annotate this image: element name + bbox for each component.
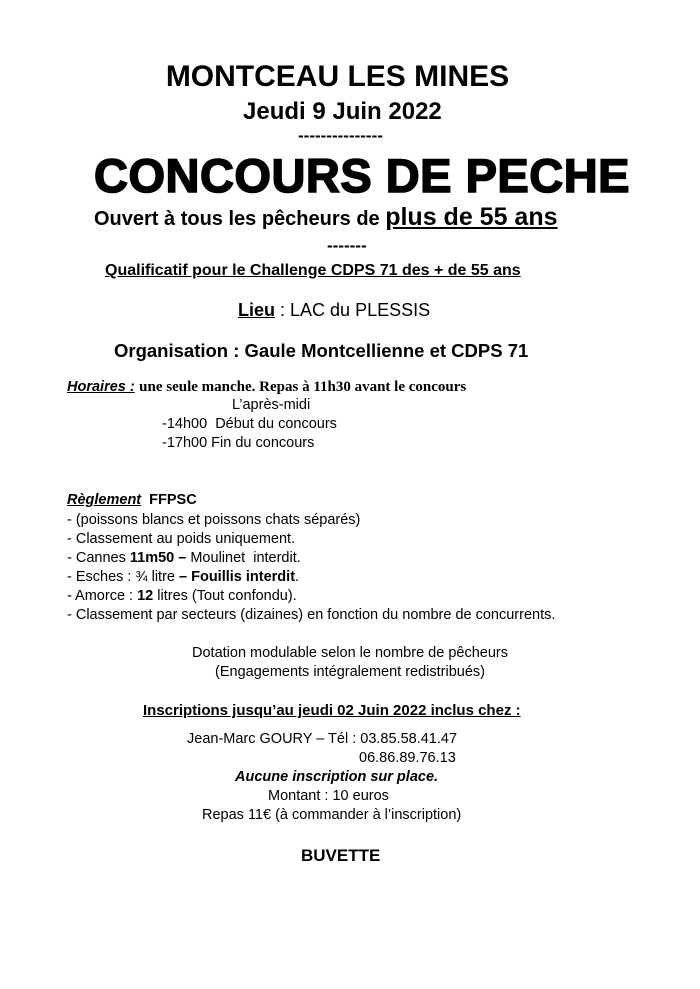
reglement-line-2: - Classement au poids uniquement. [67, 531, 296, 547]
inscriptions-contact: Jean-Marc GOURY – Tél : 03.85.58.41.47 [187, 731, 458, 747]
amorce-amount: 12 [137, 588, 154, 604]
reglement-line-1: - (poissons blancs et poissons chats séparés) [67, 512, 361, 528]
reglement-header [67, 492, 197, 508]
horaires-afternoon: L’après-midi [232, 397, 311, 413]
esches-end: . [295, 569, 300, 585]
inscriptions-no-onsite: Aucune inscription sur place. [235, 769, 439, 785]
reglement-line-6: - Classement par secteurs (dizaines) en fonction du nombre de concurrents. [67, 607, 556, 623]
amorce-end: litres (Tout confondu). [153, 588, 297, 604]
reglement-federation: FFPSC [149, 492, 197, 508]
horaires-start: -14h00 Début du concours [162, 416, 337, 432]
open-to-line [94, 203, 558, 232]
lieu-label: Lieu [238, 300, 276, 320]
main-title: CONCOURS DE PECHE [94, 149, 631, 202]
separator-middle: ------- [327, 236, 367, 255]
horaires-label: Horaires : [67, 379, 135, 395]
organisation-line: Organisation : Gaule Montcellienne et CDPS 71 [114, 340, 529, 361]
horaires-end: -17h00 Fin du concours [162, 435, 315, 451]
lieu-line [238, 300, 430, 321]
age-highlight: plus de 55 ans [385, 203, 558, 231]
cannes-prefix: - Cannes [67, 550, 130, 566]
separator-top: --------------- [298, 126, 383, 145]
open-prefix: Ouvert à tous les pêcheurs de [94, 208, 380, 230]
lieu-value: LAC du PLESSIS [290, 300, 431, 320]
esches-prefix: - Esches : ¾ litre [67, 569, 180, 585]
inscriptions-title: Inscriptions jusqu’au jeudi 02 Juin 2022 inclus chez : [143, 702, 521, 719]
event-date: Jeudi 9 Juin 2022 [243, 98, 442, 125]
inscriptions-phone-2: 06.86.89.76.13 [359, 750, 456, 766]
moulinet-text: Moulinet interdit. [186, 550, 301, 566]
dotation-line-2: (Engagements intégralement redistribués) [215, 664, 485, 680]
qualification-line: Qualificatif pour le Challenge CDPS 71 des + de 55 ans [105, 262, 521, 279]
reglement-line-3 [67, 550, 301, 566]
buvette: BUVETTE [301, 846, 381, 865]
inscriptions-meal: Repas 11€ (à commander à l’inscription) [202, 807, 462, 823]
dotation-line-1: Dotation modulable selon le nombre de pêcheurs [192, 645, 508, 661]
reglement-line-5 [67, 588, 297, 604]
horaires-line [67, 378, 466, 396]
horaires-text: une seule manche. Repas à 11h30 avant le concours [139, 379, 467, 395]
fouillis-text: – Fouillis interdit [179, 569, 296, 585]
reglement-line-4 [67, 569, 299, 585]
cannes-length: 11m50 – [129, 550, 187, 566]
reglement-label: Règlement [67, 492, 142, 508]
city-title: MONTCEAU LES MINES [165, 60, 510, 93]
lieu-sep: : [275, 300, 291, 320]
amorce-prefix: - Amorce : [67, 588, 138, 604]
inscriptions-amount: Montant : 10 euros [268, 788, 389, 804]
